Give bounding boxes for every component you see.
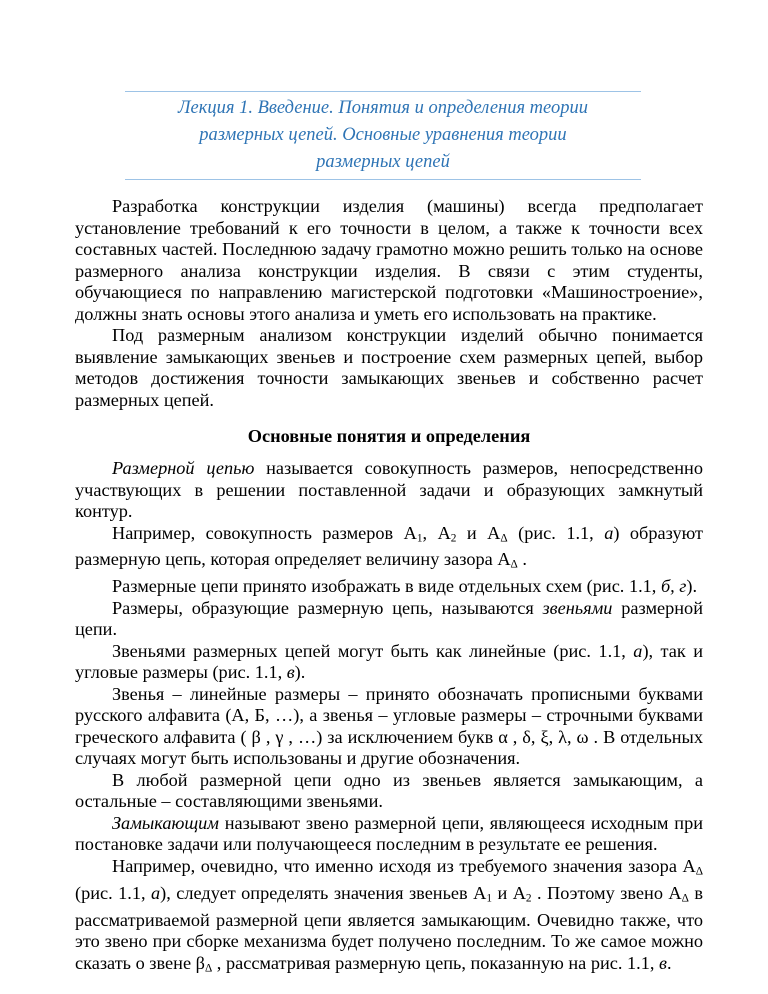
text-run: Размеры, образующие размерную цепь, называются <box>112 597 543 618</box>
paragraph <box>75 576 703 598</box>
italic-run: Размерной цепью <box>112 458 255 478</box>
text-run: и А <box>492 882 526 903</box>
italic-run: а <box>604 522 614 543</box>
subscript-run: Δ <box>500 531 508 544</box>
italic-run: в <box>659 952 667 973</box>
subscript-run: 1 <box>486 892 492 905</box>
text-run: называется совокупность размеров, непосредственно участвующих в решении поставленной задачи и образующих замкнутый контур. <box>75 458 703 521</box>
text-run: . <box>666 952 672 973</box>
text-run: ) образуют размерную цепь, которая определяет величину зазора А <box>75 522 703 570</box>
paragraph <box>75 325 703 411</box>
section-heading <box>75 425 703 447</box>
text-run: . Поэтому звено А <box>531 882 682 903</box>
paragraph <box>75 598 703 641</box>
paragraph <box>75 856 703 980</box>
paragraph <box>75 813 703 856</box>
text-run: (рис. 1.1, <box>75 882 152 903</box>
text-run: (рис. 1.1, <box>507 522 605 543</box>
text-run: Например, совокупность размеров А <box>112 522 417 543</box>
text-run: Под размерным анализом конструкции изделий обычно понимается выявление замыкающих звеньев и построение схем размерных цепей, выбор методов достижения точности замыкающих звеньев и собственно расчет размерных цепей. <box>75 325 703 410</box>
text-run: ). <box>294 662 306 683</box>
title-line: Лекция 1. Введение. Понятия и определения теории <box>177 98 589 118</box>
subscript-run: 2 <box>450 531 457 544</box>
text-run: ), следует определять значения звеньев А <box>160 882 487 903</box>
italic-run: Замыкающим <box>112 812 219 833</box>
text-run: размерной цепи. <box>75 597 703 640</box>
italic-run: а <box>633 640 643 661</box>
text-run: . <box>517 549 527 570</box>
title-rule-bottom <box>125 179 641 180</box>
subscript-run: Δ <box>681 892 689 905</box>
paragraph <box>75 458 703 523</box>
text-run: и А <box>456 522 501 543</box>
subscript-run: Δ <box>204 962 213 975</box>
text-run: Размерные цепи принято изображать в виде отдельных схем (рис. 1.1, <box>112 576 661 597</box>
italic-run: звеньями <box>542 597 613 618</box>
paragraph <box>75 196 703 325</box>
paragraph <box>75 770 703 813</box>
subscript-run: Δ <box>510 558 518 571</box>
text-run: Звенья – линейные размеры – принято обозначать прописными буквами русского алфавита (А, Б, …), а звенья – угловые размеры – строчными буквами греческого алфавита ( β , γ , …) за исключением букв α , δ, ξ, λ, ω . В отдельных случаях могут быть использованы и другие обозначения. <box>75 683 703 769</box>
text-run: ), так и угловые размеры (рис. 1.1, <box>75 640 703 683</box>
text-run: , рассматривая размерную цепь, показанную на рис. 1.1, <box>212 952 660 973</box>
document-body <box>75 196 703 980</box>
subscript-run: 2 <box>525 892 532 905</box>
italic-run: б, г <box>660 576 687 597</box>
italic-run: а <box>151 882 161 903</box>
italic-run: в <box>286 662 295 683</box>
lecture-title-block <box>125 91 641 180</box>
text-run: В любой размерной цепи одно из звеньев является замыкающим, а остальные – составляющими звеньями. <box>75 769 703 812</box>
text-run: Например, очевидно, что именно исходя из требуемого значения зазора А <box>112 855 696 876</box>
title-line: размерных цепей. Основные уравнения теории <box>199 125 567 145</box>
subscript-run: 1 <box>416 531 423 544</box>
text-run: ). <box>686 576 698 597</box>
text-run: в рассматриваемой размерной цепи является замыкающим. Очевидно также, что это звено при сборке механизма будет получено последним. То же самое можно сказать о звене β <box>75 882 704 973</box>
text-run: , А <box>422 522 451 543</box>
text-run: Звеньями размерных цепей могут быть как линейные (рис. 1.1, <box>112 640 634 661</box>
paragraph <box>75 523 703 577</box>
text-run: Основные понятия и определения <box>247 426 531 446</box>
lecture-title <box>125 92 641 179</box>
title-line: размерных цепей <box>316 152 450 172</box>
text-run: Разработка конструкции изделия (машины) всегда предполагает установление требований к его точности в целом, а также к точности всех составных частей. Последнюю задачу грамотно можно решить только на основе размерного анализа конструкции изделия. В связи с этим студенты, обучающиеся по направлению магистерской подготовки «Машиностроение», должны знать основы этого анализа и уметь его использовать на практике. <box>75 196 703 324</box>
text-run: называют звено размерной цепи, являющееся исходным при постановке задачи или получающееся последним в результате ее решения. <box>75 812 703 855</box>
subscript-run: Δ <box>695 865 703 878</box>
paragraph <box>75 684 703 770</box>
paragraph <box>75 641 703 684</box>
